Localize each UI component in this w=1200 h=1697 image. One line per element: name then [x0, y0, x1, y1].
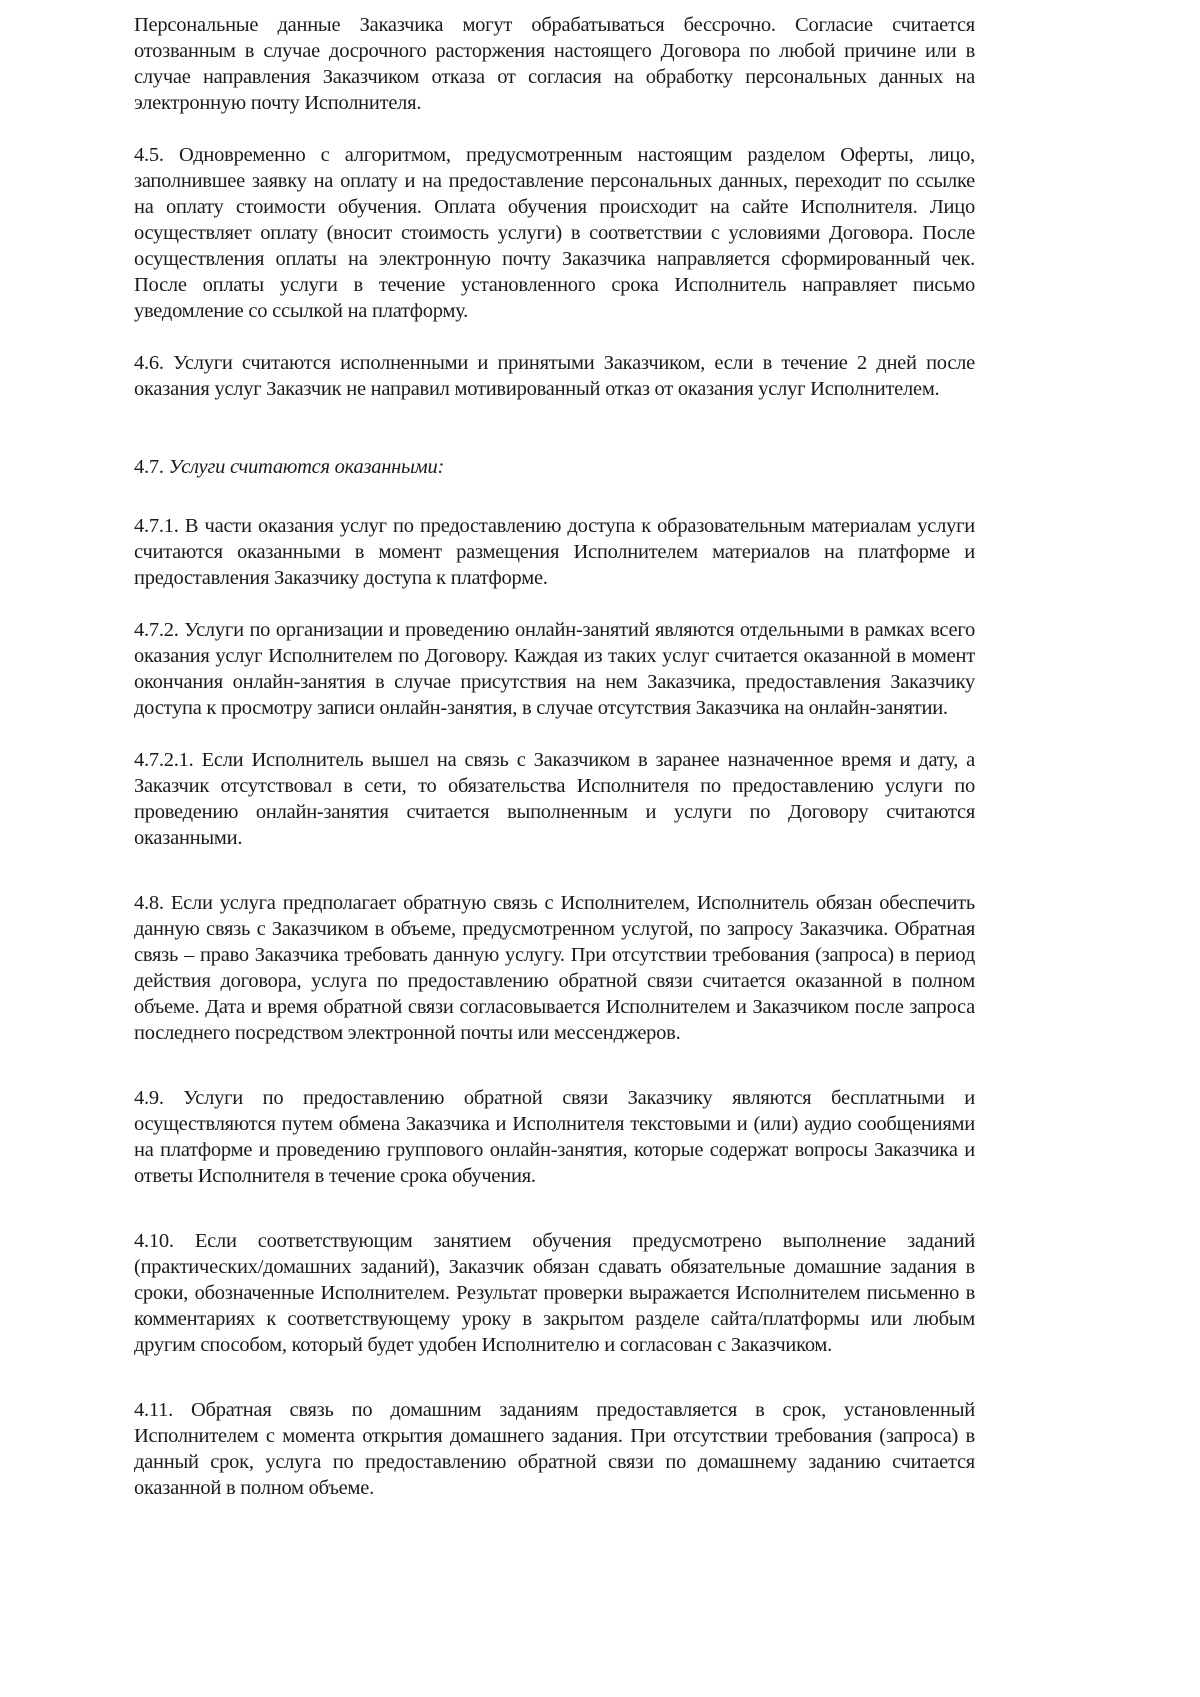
paragraph-personal-data-consent: Персональные данные Заказчика могут обрабатываться бессрочно. Согласие считается отозванным в случае досрочного расторжения настоящего Договора по любой причине или в случае направления Заказчиком отказа от согласия на обработку персональных данных на электронную почту Исполнителя. [134, 14, 975, 114]
paragraph-4-7-2-1: 4.7.2.1. Если Исполнитель вышел на связь с Заказчиком в заранее назначенное время и дату, а Заказчик отсутствовал в сети, то обязательства Исполнителя по предоставлению услуги по проведению онлайн-занятия считается выполненным и услуги по Договору считаются оказанными. [134, 749, 975, 849]
paragraph-4-7-1: 4.7.1. В части оказания услуг по предоставлению доступа к образовательным материалам услуги считаются оказанными в момент размещения Исполнителем материалов на платформе и предоставления Заказчику доступа к платформе. [134, 515, 975, 589]
paragraph-4-5: 4.5. Одновременно с алгоритмом, предусмотренным настоящим разделом Оферты, лицо, заполнившее заявку на оплату и на предоставление персональных данных, переходит по ссылке на оплату стоимости обучения. Оплата обучения происходит на сайте Исполнителя. Лицо осуществляет оплату (вносит стоимость услуги) в соответствии с условиями Договора. После осуществления оплаты на электронную почту Заказчика направляется сформированный чек. После оплаты услуги в течение установленного срока Исполнитель направляет письмо уведомление со ссылкой на платформу. [134, 144, 975, 322]
paragraph-4-11: 4.11. Обратная связь по домашним заданиям предоставляется в срок, установленный Исполнителем с момента открытия домашнего задания. При отсутствии требования (запроса) в данный срок, услуга по предоставлению обратной связи по домашнему заданию считается оказанной в полном объеме. [134, 1399, 975, 1499]
clause-number: 4.7. [134, 456, 164, 478]
paragraph-4-7-heading [134, 454, 975, 480]
clause-heading-italic: Услуги считаются оказанными: [168, 456, 445, 478]
paragraph-4-8: 4.8. Если услуга предполагает обратную связь с Исполнителем, Исполнитель обязан обеспечить данную связь с Заказчиком в объеме, предусмотренном услугой, по запросу Заказчика. Обратная связь – право Заказчика требовать данную услугу. При отсутствии требования (запроса) в период действия договора, услуга по предоставлению обратной связи считается оказанной в полном объеме. Дата и время обратной связи согласовывается Исполнителем и Заказчиком после запроса последнего посредством электронной почты или мессенджеров. [134, 892, 975, 1044]
paragraph-4-9: 4.9. Услуги по предоставлению обратной связи Заказчику являются бесплатными и осуществляются путем обмена Заказчика и Исполнителя текстовыми и (или) аудио сообщениями на платформе и проведению группового онлайн-занятия, которые содержат вопросы Заказчика и ответы Исполнителя в течение срока обучения. [134, 1087, 975, 1187]
paragraph-4-10: 4.10. Если соответствующим занятием обучения предусмотрено выполнение заданий (практических/домашних заданий), Заказчик обязан сдавать обязательные домашние задания в сроки, обозначенные Исполнителем. Результат проверки выражается Исполнителем письменно в комментариях к соответствующему уроку в закрытом разделе сайта/платформы или любым другим способом, который будет удобен Исполнителю и согласован с Заказчиком. [134, 1230, 975, 1356]
paragraph-4-6: 4.6. Услуги считаются исполненными и принятыми Заказчиком, если в течение 2 дней после оказания услуг Заказчик не направил мотивированный отказ от оказания услуг Исполнителем. [134, 352, 975, 400]
document-page [134, 12, 975, 1501]
paragraph-4-7-2: 4.7.2. Услуги по организации и проведению онлайн-занятий являются отдельными в рамках всего оказания услуг Исполнителем по Договору. Каждая из таких услуг считается оказанной в момент окончания онлайн-занятия в случае присутствия на нем Заказчика, предоставления Заказчику доступа к просмотру записи онлайн-занятия, в случае отсутствия Заказчика на онлайн-занятии. [134, 619, 975, 719]
